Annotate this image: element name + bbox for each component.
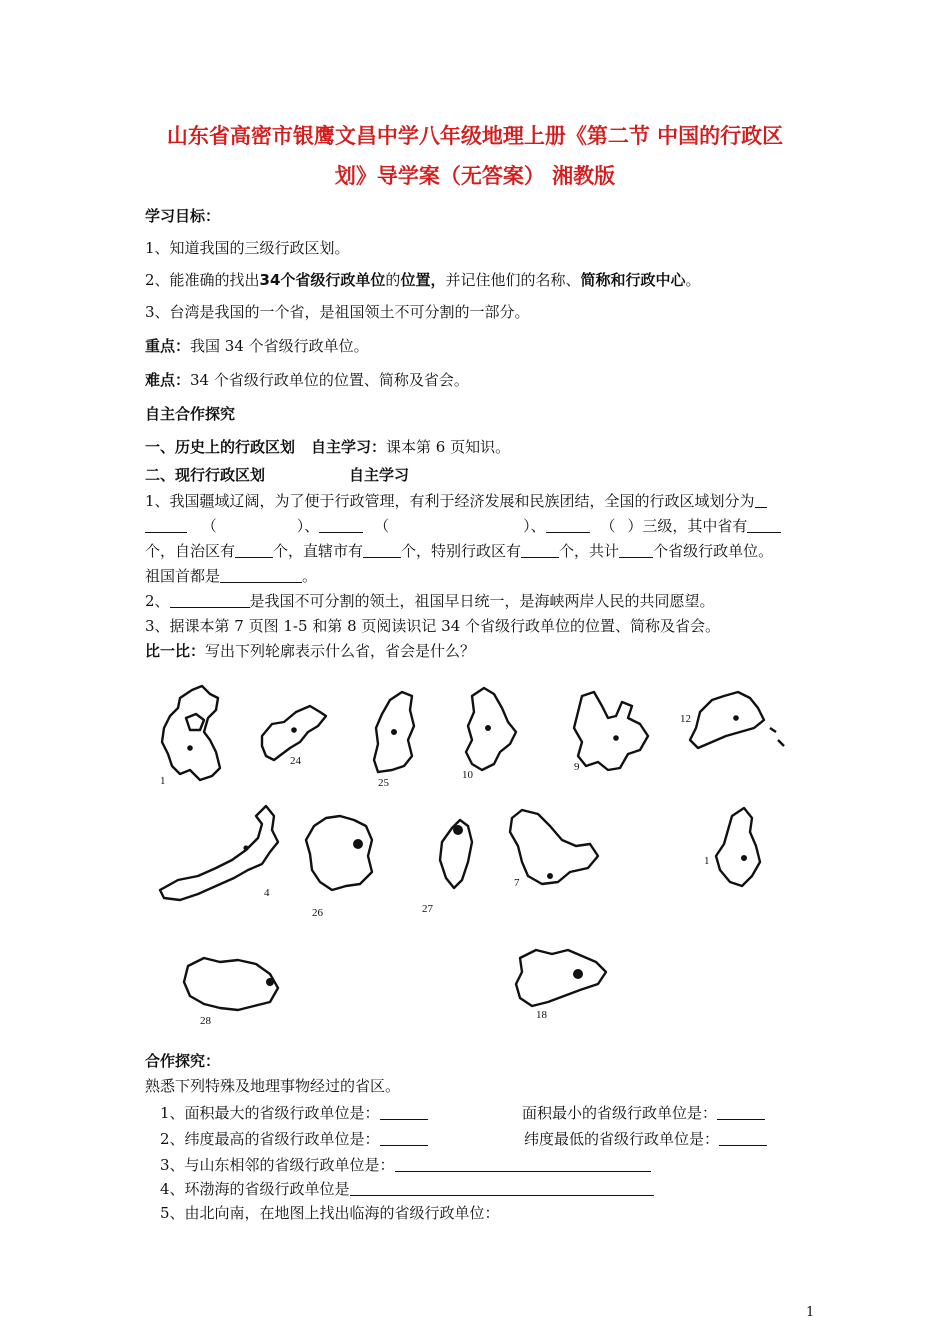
q1-line2: [145, 515, 781, 536]
map-number-26: 26: [312, 907, 323, 919]
section-2: [145, 464, 409, 485]
q1-text: 个，自治区有: [145, 542, 236, 560]
q1-text: 1、我国疆域辽阔，为了便于行政管理，有利于经济发展和民族团结，全国的行政区域划分为: [145, 492, 755, 510]
coop-item-5: 5、由北向南，在地图上找出临海的省级行政单位：: [160, 1204, 500, 1222]
objective-2-part: 的: [385, 271, 401, 289]
objective-3: 3、台湾是我国的一个省，是祖国领土不可分割的一部分。: [145, 303, 530, 321]
explore-heading: 自主合作探究: [145, 405, 236, 423]
compare: [145, 640, 475, 661]
q1-paren: （: [374, 517, 390, 535]
difficulty: [145, 369, 469, 390]
q1-text: 个，直辖市有: [273, 542, 364, 560]
map-number-28: 28: [200, 1015, 211, 1027]
map-number-10: 10: [462, 769, 473, 781]
objective-2-part: 2、能准确的找出: [145, 271, 260, 289]
page-number: 1: [806, 1305, 815, 1320]
difficulty-label: 难点：: [145, 371, 191, 389]
q1-line3: [145, 540, 773, 561]
objective-1: 1、知道我国的三级行政区划。: [145, 239, 350, 257]
q1-text: 。: [302, 567, 318, 585]
coop-item-2b: 纬度最低的省级行政单位是：: [524, 1130, 720, 1148]
province-outline-9: [574, 692, 648, 770]
coop-item-2: [160, 1128, 428, 1149]
map-number-25: 25: [378, 777, 389, 789]
answer-blank[interactable]: [521, 542, 559, 558]
answer-blank[interactable]: [380, 1130, 428, 1146]
map-number-18: 18: [536, 1009, 547, 1021]
section-2-sub: 自主学习: [349, 466, 410, 484]
answer-blank[interactable]: [395, 1156, 651, 1172]
q1-text: 个，共计: [559, 542, 620, 560]
coop-intro: 熟悉下列特殊及地理事物经过的省区。: [145, 1077, 401, 1095]
province-outline-26: [306, 816, 372, 890]
answer-blank[interactable]: [747, 517, 781, 533]
coop-item-1b: 面积最小的省级行政单位是：: [522, 1104, 718, 1122]
coop-heading: 合作探究：: [145, 1052, 221, 1070]
q1-paren: ）三级，其中省有: [627, 517, 748, 535]
map-number-27: 27: [422, 903, 433, 915]
q1-paren: （: [201, 517, 217, 535]
province-outline-4: [160, 806, 278, 900]
q2-number: 2、: [145, 592, 170, 610]
difficulty-text: 34 个省级行政单位的位置、简称及省会。: [190, 371, 469, 389]
province-outline-1b: [716, 808, 760, 886]
province-outline-28: [184, 958, 278, 1010]
province-outline-24: [262, 706, 326, 760]
coop-item-3-text: 3、与山东相邻的省级行政单位是：: [160, 1156, 395, 1174]
answer-blank[interactable]: [380, 1104, 428, 1120]
answer-blank[interactable]: [717, 1104, 765, 1120]
section-2-title: 二、现行行政区划: [145, 466, 266, 484]
map-number-7: 7: [514, 877, 520, 889]
coop-item-4-text: 4、环渤海的省级行政单位是: [160, 1180, 350, 1198]
objective-2-part: 并记住他们的名称、: [445, 271, 581, 289]
answer-blank[interactable]: [546, 517, 590, 533]
key-point: [145, 335, 369, 356]
map-number-1: 1: [160, 775, 166, 787]
answer-blank[interactable]: [719, 1130, 767, 1146]
answer-blank[interactable]: [363, 542, 401, 558]
coop-item-1b-wrap: [522, 1102, 765, 1123]
province-outline-18: [516, 950, 606, 1006]
q1-text: 个省级行政单位。: [653, 542, 774, 560]
answer-blank[interactable]: [619, 542, 653, 558]
coop-item-1: [160, 1102, 428, 1123]
answer-blank[interactable]: [235, 542, 273, 558]
map-number-24: 24: [290, 755, 301, 767]
answer-blank[interactable]: [170, 592, 250, 608]
coop-item-1a: 1、面积最大的省级行政单位是：: [160, 1104, 380, 1122]
q2-text: 是我国不可分割的领土，祖国早日统一，是海峡两岸人民的共同愿望。: [249, 592, 715, 610]
q2: [145, 590, 715, 611]
map-number-9: 9: [574, 761, 580, 773]
map-number-4: 4: [264, 887, 270, 899]
province-outline-1: [162, 686, 220, 780]
q1-text: 个，特别行政区有: [401, 542, 522, 560]
section-1-title: 一、历史上的行政区划: [145, 438, 296, 456]
answer-blank[interactable]: [755, 492, 767, 508]
objective-2: [145, 269, 701, 290]
key-point-text: 我国 34 个省级行政单位。: [190, 337, 369, 355]
key-point-label: 重点：: [145, 337, 191, 355]
q1-text: 祖国首都是: [145, 567, 221, 585]
province-outline-10: [466, 688, 516, 770]
objective-2-bold: 简称和行政中心: [580, 271, 686, 289]
q1-line4: [145, 565, 317, 586]
compare-text: 写出下列轮廓表示什么省，省会是什么？: [205, 642, 476, 660]
q1-paren: ）、: [296, 517, 320, 535]
q1-line1: [145, 490, 767, 511]
answer-blank[interactable]: [145, 517, 187, 533]
province-outline-maps: [150, 680, 790, 1040]
coop-item-2b-wrap: [524, 1128, 767, 1149]
coop-item-3: [160, 1154, 651, 1175]
section-1-text: 课本第 6 页知识。: [386, 438, 511, 456]
coop-item-4: [160, 1178, 654, 1199]
objectives-heading: 学习目标：: [145, 207, 221, 225]
compare-label: 比一比：: [145, 642, 206, 660]
objective-2-bold: 位置，: [400, 271, 446, 289]
province-outline-7: [510, 810, 598, 884]
objective-2-bold: 34个省级行政单位: [259, 271, 386, 289]
objective-2-part: 。: [685, 271, 701, 289]
doc-title-line2: 划》导学案（无答案） 湘教版: [334, 164, 616, 188]
map-number-1b: 1: [704, 855, 710, 867]
q1-paren: （: [600, 517, 616, 535]
section-1-sub: 自主学习：: [311, 438, 387, 456]
answer-blank[interactable]: [350, 1180, 654, 1196]
q3: 3、据课本第 7 页图 1-5 和第 8 页阅读识记 34 个省级行政单位的位置、简称及省会。: [145, 617, 721, 635]
map-number-12: 12: [680, 713, 691, 725]
answer-blank[interactable]: [220, 567, 302, 583]
section-1: [145, 436, 510, 457]
q1-paren: ）、: [523, 517, 546, 535]
doc-title-line1: 山东省高密市银鹰文昌中学八年级地理上册《第二节 中国的行政区: [166, 124, 784, 148]
answer-blank[interactable]: [319, 517, 363, 533]
coop-item-2a: 2、纬度最高的省级行政单位是：: [160, 1130, 380, 1148]
